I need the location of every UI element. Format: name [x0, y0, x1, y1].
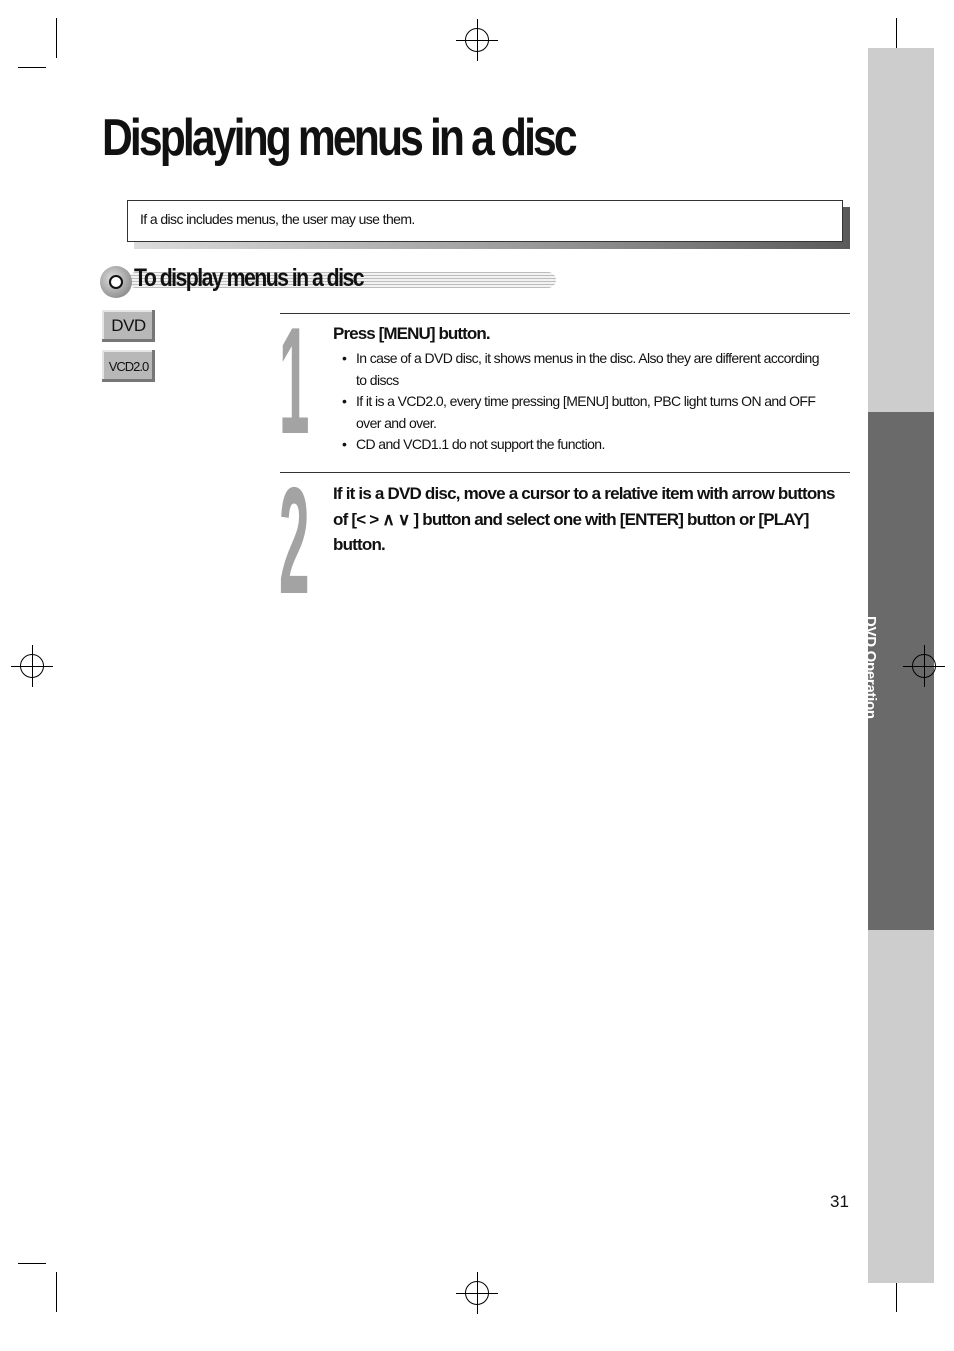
crop-mark: [56, 18, 57, 58]
step-text: If it is a DVD disc, move a cursor to a relative item with arrow buttons of [< > ∧ ∨ ] button and select one with [ENTER] button or [PLAY] button.: [333, 484, 835, 554]
section-bullet-icon: [100, 266, 132, 298]
step-divider: [280, 313, 850, 314]
vcd-badge: VCD2.0: [102, 350, 155, 382]
step-divider: [280, 472, 850, 473]
side-tab-label: DVD Operation: [862, 616, 879, 719]
list-item: • CD and VCD1.1 do not support the function.: [340, 434, 830, 456]
registration-mark-icon: [20, 654, 44, 678]
dvd-badge: DVD: [102, 310, 155, 342]
crop-mark: [18, 67, 46, 68]
page-title: Displaying menus in a disc: [102, 109, 575, 167]
registration-mark-icon: [465, 1281, 489, 1305]
crop-mark: [18, 1263, 46, 1264]
step-number: 2: [279, 456, 310, 626]
list-item: • In case of a DVD disc, it shows menus in the disc. Also they are different according to discs: [340, 348, 830, 391]
section-title: To display menus in a disc: [134, 264, 364, 292]
registration-mark-icon: [465, 28, 489, 52]
registration-mark-icon: [912, 654, 936, 678]
intro-box: If a disc includes menus, the user may use them.: [127, 200, 843, 242]
step-number: 1: [279, 296, 310, 466]
step-bullet-list: [340, 348, 830, 456]
page-number: 31: [830, 1192, 849, 1211]
list-item: • If it is a VCD2.0, every time pressing [MENU] button, PBC light turns ON and OFF over and over.: [340, 391, 830, 434]
crop-mark: [56, 1272, 57, 1312]
step-heading: Press [MENU] button.: [333, 324, 490, 343]
